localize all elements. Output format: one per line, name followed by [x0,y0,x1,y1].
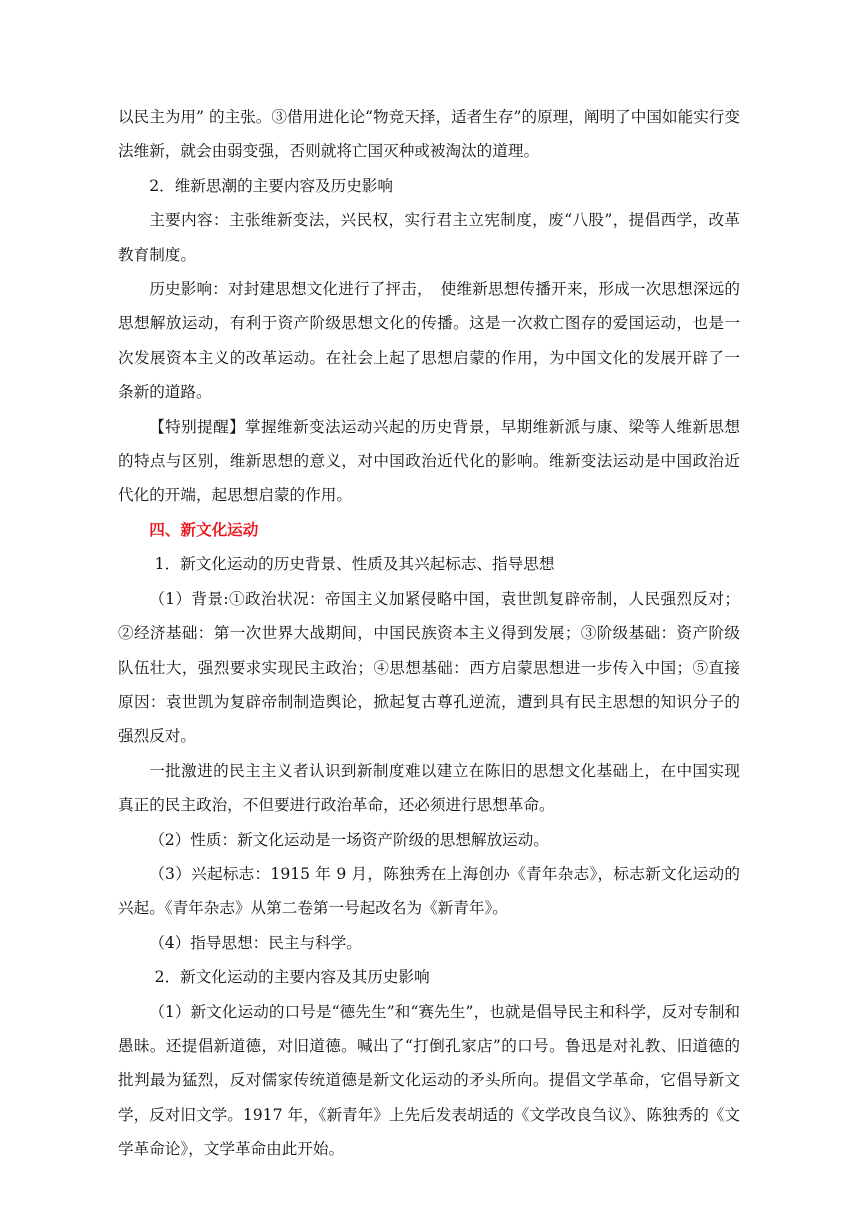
paragraph-main-content: 主要内容：主张维新变法，兴民权，实行君主立宪制度，废“八股”，提倡西学，改革教育制度。 [118,211,740,264]
subheading-reform-thought: 2．维新思潮的主要内容及历史影响 [149,176,394,195]
subheading-background: 1．新文化运动的历史背景、性质及其兴起标志、指导思想 [154,555,555,574]
paragraph-rise-marker: （3）兴起标志：1915 年 9 月，陈独秀在上海创办《青年杂志》，标志新文化运动的兴起。《青年杂志》从第二卷第一号起改名为《新青年》。 [118,864,740,918]
subheading-main-content: 2．新文化运动的主要内容及其历史影响 [154,968,430,987]
paragraph-nature: （2）性质：新文化运动是一场资产阶级的思想解放运动。 [149,830,549,849]
paragraph-guiding-thought: （4）指导思想：民主与科学。 [149,933,362,952]
paragraph-special-reminder: 【特别提醒】掌握维新变法运动兴起的历史背景，早期维新派与康、梁等人维新思想的特点与区别，维新思想的意义，对中国政治近代化的影响。维新变法运动是中国政治近代化的开端，起思想启蒙的作用。 [118,417,740,505]
paragraph-historical-impact: 历史影响：对封建思想文化进行了抨击， 使维新思想传播开来，形成一次思想深远的思想解放运动，有利于资产阶级思想文化的传播。这是一次救亡图存的爱国运动，也是一次发展资本主义的改革运动。在社会上起了思想启蒙的作用，为中国文化的发展开辟了一条新的道路。 [118,280,740,402]
paragraph-continuation: 以民主为用” 的主张。③借用进化论“物竞天择，适者生存”的原理，阐明了中国如能实行变法维新，就会由弱变强，否则就将亡国灭种或被淘汰的道理。 [118,108,740,161]
document-page [118,100,740,1167]
section-heading-new-culture-movement: 四、新文化运动 [149,519,259,539]
paragraph-background: （1）背景:①政治状况：帝国主义加紧侵略中国，袁世凯复辟帝制，人民强烈反对；②经济基础：第一次世界大战期间，中国民族资本主义得到发展；③阶级基础：资产阶级队伍壮大，强烈要求实现民主政治；④思想基础：西方启蒙思想进一步传入中国；⑤直接原因：袁世凯为复辟帝制制造舆论，掀起复古尊孔逆流，遭到具有民主思想的知识分子的强烈反对。 [118,589,740,746]
paragraph-democrats: 一批激进的民主主义者认识到新制度难以建立在陈旧的思想文化基础上，在中国实现真正的民主政治，不但要进行政治革命，还必须进行思想革命。 [118,761,740,815]
paragraph-slogans: （1）新文化运动的口号是“德先生”和“赛先生”，也就是倡导民主和科学，反对专制和愚昧。还提倡新道德，对旧道德。喊出了“打倒孔家店”的口号。鲁迅是对礼教、旧道德的批判最为猛烈，反对儒家传统道德是新文化运动的矛头所向。提倡文学革命，它倡导新文学，反对旧文学。1917 年，《新青年》上先后发表胡适的《文学改良刍议》、陈独秀的《文学革命论》，文学革命由此开始。 [118,1002,740,1159]
